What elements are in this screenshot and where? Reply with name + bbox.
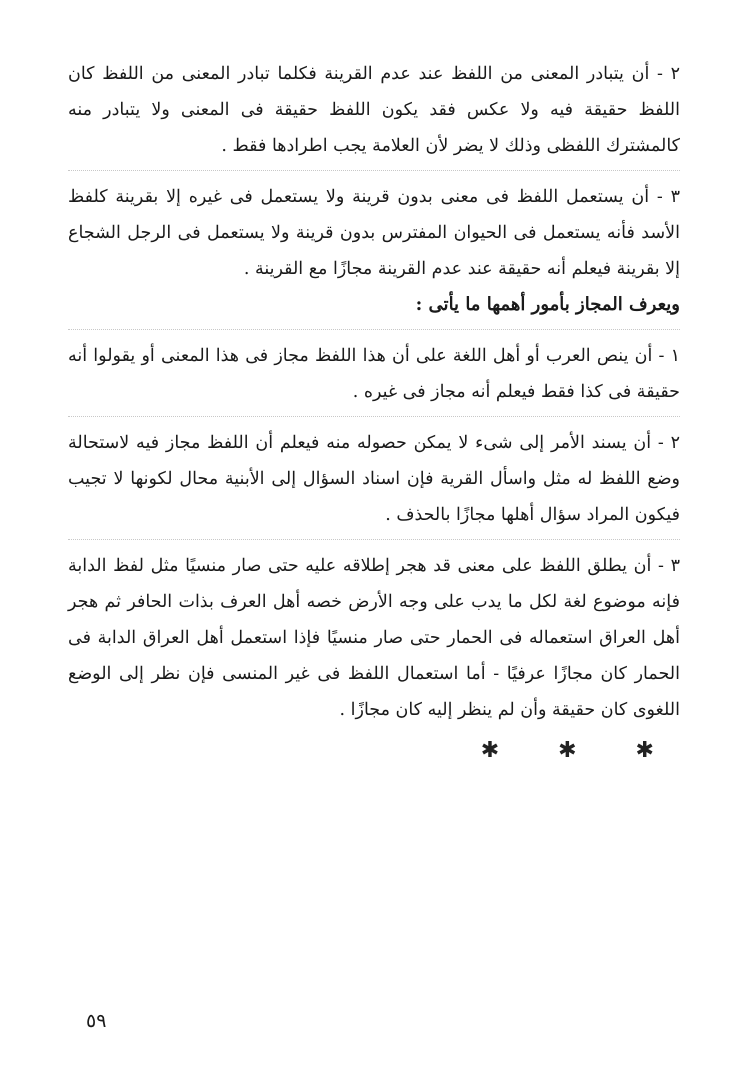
divider xyxy=(68,329,680,330)
paragraph-3-hajr: ٣ - أن يطلق اللفظ على معنى قد هجر إطلاقه عليه حتى صار منسيًا مثل لفظ الدابة فإنه موضوع لغة لكل ما يدب على وجه الأرض خصه أهل العرف بذات الحافر ثم هجر أهل العراق استعماله فى الحمار حتى صار منسيًا فإذا استعمل أهل العراق الدابة فى الحمار كان مجازًا عرفيًا - أما استعمال اللفظ فى غير المنسى فإن نظر إلى الوضع اللغوى كان حقيقة وأن لم ينظر إليه كان مجازًا . xyxy=(68,556,680,720)
section-heading-majaz: ويعرف المجاز بأمور أهمها ما يأتى : xyxy=(415,294,680,315)
paragraph-1-nass: ١ - أن ينص العرب أو أهل اللغة على أن هذا اللفظ مجاز فى هذا المعنى أو يقولوا أنه حقيقة فى كذا فقط فيعلم أنه مجاز فى غيره . xyxy=(68,346,680,402)
paragraph-2-isnad: ٢ - أن يسند الأمر إلى شىء لا يمكن حصوله منه فيعلم أن اللفظ مجاز فيه لاستحالة وضع اللفظ له مثل واسأل القرية فإن اسناد السؤال إلى الأبنية محال لكونها لا تجيب فيكون المراد سؤال أهلها مجازًا بالحذف . xyxy=(68,433,680,525)
divider xyxy=(68,170,680,171)
divider xyxy=(68,416,680,417)
ornament-stars: ✱ ✱ ✱ xyxy=(480,738,680,763)
divider xyxy=(68,539,680,540)
paragraph-2-tabadur: ٢ - أن يتبادر المعنى من اللفظ عند عدم القرينة فكلما تبادر المعنى من اللفظ كان اللفظ حقيقة فيه ولا عكس فقد يكون اللفظ حقيقة فى المعنى ولا يتبادر منه كالمشترك اللفظى وذلك لا يضر لأن العلامة يجب اطرادها فقط . xyxy=(68,64,680,156)
page-number: ٥٩ xyxy=(86,1010,107,1032)
page-body xyxy=(68,56,680,763)
paragraph-3-qarina: ٣ - أن يستعمل اللفظ فى معنى بدون قرينة ولا يستعمل فى غيره إلا بقرينة كلفظ الأسد فأنه يستعمل فى الحيوان المفترس بدون قرينة ولا يستعمل فى الرجل الشجاع إلا بقرينة فيعلم أنه حقيقة عند عدم القرينة مجازًا مع القرينة . xyxy=(68,187,680,279)
